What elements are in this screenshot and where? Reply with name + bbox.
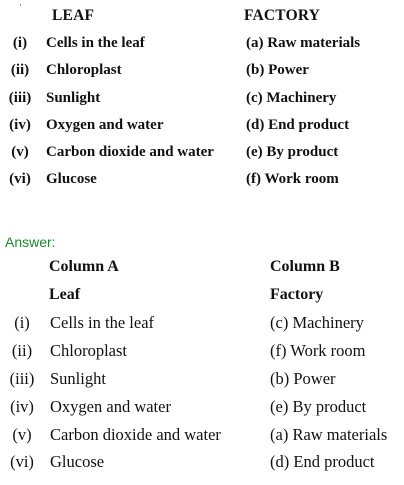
leaf-item: Cells in the leaf <box>46 35 145 51</box>
row-number: (vi) <box>9 171 31 187</box>
question-row <box>0 62 404 84</box>
factory-item: (f) Work room <box>270 341 366 360</box>
row-number: (iv) <box>10 397 34 416</box>
answer-label: Answer: <box>5 234 56 250</box>
factory-item: (c) Machinery <box>270 313 364 332</box>
row-number: (iii) <box>9 369 35 388</box>
row-number: (i) <box>14 313 30 332</box>
leaf-item: Glucose <box>46 171 97 187</box>
question-row <box>0 90 404 112</box>
factory-item: (a) Raw materials <box>246 35 361 51</box>
leaf-item: Glucose <box>50 452 105 471</box>
factory-item: (d) End product <box>246 117 350 133</box>
leaf-item: Cells in the leaf <box>50 313 155 332</box>
column-b-subtitle: Factory <box>270 286 324 303</box>
row-number: (iv) <box>9 117 31 133</box>
leaf-item: Carbon dioxide and water <box>46 144 214 160</box>
factory-item: (e) By product <box>270 397 367 416</box>
answer-row <box>0 397 404 421</box>
factory-item: (d) End product <box>270 452 375 471</box>
factory-item: (a) Raw materials <box>270 425 388 444</box>
leaf-item: Carbon dioxide and water <box>50 425 221 444</box>
row-number: (v) <box>11 144 29 160</box>
leaf-item: Chloroplast <box>50 341 127 360</box>
row-number: (v) <box>12 425 32 444</box>
scan-speck <box>20 4 21 6</box>
question-row <box>0 171 404 193</box>
leaf-item: Oxygen and water <box>46 117 164 133</box>
answer-row <box>0 341 404 365</box>
leaf-item: Oxygen and water <box>50 397 171 416</box>
answer-row <box>0 369 404 393</box>
question-row <box>0 117 404 139</box>
row-number: (ii) <box>11 341 33 360</box>
row-number: (ii) <box>10 62 30 78</box>
question-row <box>0 144 404 166</box>
factory-item: (b) Power <box>270 369 336 388</box>
column-a-subtitle: Leaf <box>49 286 81 303</box>
factory-header: FACTORY <box>244 7 321 24</box>
leaf-item: Chloroplast <box>46 62 122 78</box>
answer-row <box>0 425 404 449</box>
leaf-header: LEAF <box>52 7 95 24</box>
factory-item: (c) Machinery <box>246 90 337 106</box>
row-number: (vi) <box>10 452 34 471</box>
column-b-title: Column B <box>270 258 340 275</box>
leaf-item: Sunlight <box>50 369 106 388</box>
factory-item: (b) Power <box>246 62 309 78</box>
row-number: (iii) <box>8 90 32 106</box>
leaf-item: Sunlight <box>46 90 101 106</box>
answer-row <box>0 452 404 476</box>
row-number: (i) <box>12 35 28 51</box>
answer-row <box>0 313 404 337</box>
factory-item: (e) By product <box>246 144 339 160</box>
column-a-title: Column A <box>49 258 119 275</box>
question-row <box>0 35 404 57</box>
factory-item: (f) Work room <box>246 171 339 187</box>
